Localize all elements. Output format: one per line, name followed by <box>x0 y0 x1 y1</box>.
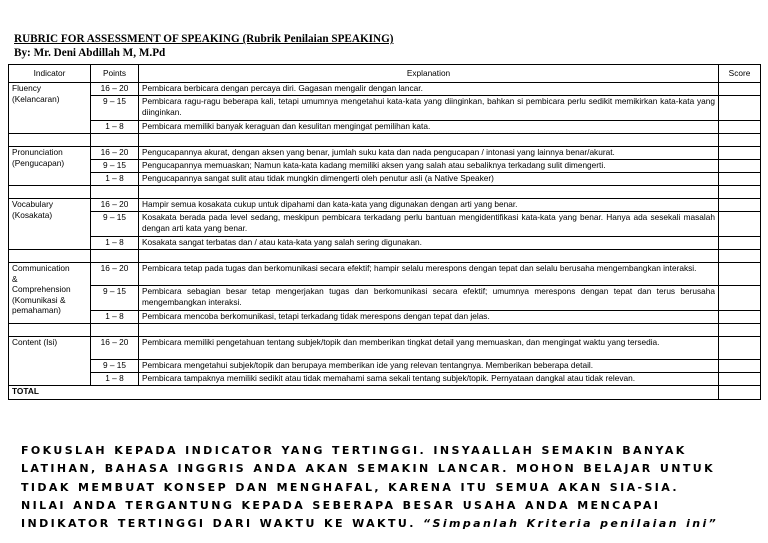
spacer-cell <box>719 134 761 147</box>
indicator-label: (Pengucapan) <box>12 157 65 168</box>
spacer-row <box>9 134 761 147</box>
points-cell: 1 – 8 <box>91 173 139 186</box>
document-title: RUBRIC FOR ASSESSMENT OF SPEAKING (Rubrik Penilaian SPEAKING) <box>14 33 394 45</box>
table-row <box>9 286 761 311</box>
footer-text: FOKUSLAH KEPADA INDICATOR YANG TERTINGGI. INSYAALLAH SEMAKIN BANYAK LATIHAN, BAHASA INGGRIS ANDA AKAN SEMAKIN LANCAR. MOHON BELAJAR UNTUK TIDAK MEMBUAT KONSEP DAN MENGHAFAL, KARENA ITU SEMUA AKAN SIA-SIA. NILAI ANDA TERGANTUNG KEPADA SEBERAPA BESAR USAHA ANDA MENCAPAI INDIKATOR TERTINGGI DARI WAKTU KE WAKTU. <box>21 444 715 531</box>
explanation-cell: Pembicara memiliki pengetahuan tentang subjek/topik dan memberikan tingkat detail yang memuaskan, dan mengingat waktu yang tersedia. <box>139 337 719 360</box>
points-cell: 1 – 8 <box>91 311 139 324</box>
indicator-label: (Kosakata) <box>12 209 53 220</box>
score-cell[interactable] <box>719 199 761 212</box>
points-cell: 1 – 8 <box>91 373 139 386</box>
spacer-row <box>9 324 761 337</box>
header-points: Points <box>91 65 139 83</box>
spacer-cell <box>9 186 91 199</box>
spacer-cell <box>139 186 719 199</box>
explanation-cell: Pengucapannya memuaskan; Namun kata-kata kadang memiliki aksen yang salah atau sebaliknya terkadang sulit dimengerti. <box>139 160 719 173</box>
score-cell[interactable] <box>719 83 761 96</box>
table-row <box>9 160 761 173</box>
score-cell[interactable] <box>719 212 761 237</box>
table-row <box>9 83 761 96</box>
table-row <box>9 263 761 286</box>
spacer-cell <box>719 186 761 199</box>
spacer-cell <box>139 134 719 147</box>
spacer-cell <box>9 134 91 147</box>
indicator-cell <box>9 337 91 386</box>
points-cell: 16 – 20 <box>91 83 139 96</box>
spacer-cell <box>719 324 761 337</box>
score-cell[interactable] <box>719 147 761 160</box>
indicator-cell <box>9 83 91 134</box>
explanation-cell: Pembicara tetap pada tugas dan berkomunikasi secara efektif; hampir selalu merespons dengan tepat dan selalu berusaha mengembangkan interaksi. <box>139 263 719 286</box>
points-cell: 1 – 8 <box>91 121 139 134</box>
table-row <box>9 147 761 160</box>
points-cell: 9 – 15 <box>91 360 139 373</box>
indicator-label: Vocabulary <box>12 199 54 209</box>
table-row <box>9 212 761 237</box>
spacer-cell <box>9 324 91 337</box>
indicator-label: (Kelancaran) <box>12 93 60 104</box>
total-score-cell[interactable] <box>719 386 761 400</box>
spacer-cell <box>139 250 719 263</box>
points-cell: 16 – 20 <box>91 337 139 360</box>
indicator-cell <box>9 263 91 324</box>
explanation-cell: Pembicara berbicara dengan percaya diri. Gagasan mengalir dengan lancar. <box>139 83 719 96</box>
points-cell: 16 – 20 <box>91 263 139 286</box>
spacer-cell <box>719 250 761 263</box>
score-cell[interactable] <box>719 160 761 173</box>
spacer-row <box>9 186 761 199</box>
indicator-cell <box>9 147 91 186</box>
explanation-cell: Pembicara mengetahui subjek/topik dan berupaya memberikan ide yang relevan tentangnya. Memberikan beberapa detail. <box>139 360 719 373</box>
points-cell: 9 – 15 <box>91 96 139 121</box>
indicator-label: Communication <box>12 263 70 273</box>
table-row <box>9 373 761 386</box>
spacer-cell <box>91 324 139 337</box>
points-cell: 16 – 20 <box>91 199 139 212</box>
indicator-label: Fluency <box>12 83 42 93</box>
table-row <box>9 121 761 134</box>
explanation-cell: Kosakata berada pada level sedang, meskipun pembicara terkadang perlu bantuan mengidentifikasi kata-kata yang benar. Hanya ada sesekali masalah dengan arti kata yang benar. <box>139 212 719 237</box>
indicator-label: pemahaman) <box>12 305 61 316</box>
indicator-label: Comprehension <box>12 284 71 295</box>
explanation-cell: Pembicara ragu-ragu beberapa kali, tetapi umumnya mengetahui kata-kata yang diinginkan, bahkan si pembicara perlu sedikit memikirkan kata-kata yang diinginkan. <box>139 96 719 121</box>
score-cell[interactable] <box>719 373 761 386</box>
indicator-label: Pronunciation <box>12 147 63 157</box>
explanation-cell: Pembicara sebagian besar tetap mengerjakan tugas dan berkomunikasi secara efektif; umumnya merespons dengan tepat dan terus berusaha mengembangkan interaksi. <box>139 286 719 311</box>
score-cell[interactable] <box>719 311 761 324</box>
table-row <box>9 337 761 360</box>
author-line: By: Mr. Deni Abdillah M, M.Pd <box>14 47 166 59</box>
points-cell: 16 – 20 <box>91 147 139 160</box>
total-label: TOTAL <box>9 386 719 400</box>
score-cell[interactable] <box>719 286 761 311</box>
indicator-cell <box>9 199 91 250</box>
table-row <box>9 311 761 324</box>
table-header-row <box>9 65 761 83</box>
spacer-cell <box>139 324 719 337</box>
explanation-cell: Kosakata sangat terbatas dan / atau kata-kata yang salah sering digunakan. <box>139 237 719 250</box>
score-cell[interactable] <box>719 360 761 373</box>
rubric-table <box>8 64 761 400</box>
table-row <box>9 360 761 373</box>
table-row <box>9 173 761 186</box>
spacer-row <box>9 250 761 263</box>
total-row <box>9 386 761 400</box>
explanation-cell: Pengucapannya akurat, dengan aksen yang benar, jumlah suku kata dan nada pengucapan / intonasi yang lainnya benar/akurat. <box>139 147 719 160</box>
points-cell: 9 – 15 <box>91 286 139 311</box>
header-score: Score <box>719 65 761 83</box>
table-row <box>9 96 761 121</box>
explanation-cell: Pembicara mencoba berkomunikasi, tetapi terkadang tidak merespons dengan tepat dan jelas. <box>139 311 719 324</box>
score-cell[interactable] <box>719 173 761 186</box>
points-cell: 9 – 15 <box>91 212 139 237</box>
indicator-label: (Komunikasi & <box>12 294 66 305</box>
footer-quote: “Simpanlah Kriteria penilaian ini” <box>423 517 719 531</box>
table-row <box>9 237 761 250</box>
table-row <box>9 199 761 212</box>
explanation-cell: Hampir semua kosakata cukup untuk dipahami dan kata-kata yang digunakan dengan arti yang benar. <box>139 199 719 212</box>
spacer-cell <box>9 250 91 263</box>
score-cell[interactable] <box>719 263 761 286</box>
score-cell[interactable] <box>719 96 761 121</box>
explanation-cell: Pembicara tampaknya memiliki sedikit atau tidak memahami sama sekali tentang subjek/topik. Pernyataan dangkal atau tidak relevan. <box>139 373 719 386</box>
indicator-label: Content (Isi) <box>12 337 58 347</box>
header-indicator: Indicator <box>9 65 91 83</box>
indicator-label: & <box>12 273 18 284</box>
score-cell[interactable] <box>719 237 761 250</box>
spacer-cell <box>91 250 139 263</box>
explanation-cell: Pembicara memiliki banyak keraguan dan kesulitan mengingat pemilihan kata. <box>139 121 719 134</box>
footer-note <box>21 442 731 533</box>
spacer-cell <box>91 134 139 147</box>
spacer-cell <box>91 186 139 199</box>
explanation-cell: Pengucapannya sangat sulit atau tidak mungkin dimengerti oleh penutur asli (a Native Speaker) <box>139 173 719 186</box>
rubric-body <box>9 83 761 400</box>
score-cell[interactable] <box>719 121 761 134</box>
points-cell: 9 – 15 <box>91 160 139 173</box>
points-cell: 1 – 8 <box>91 237 139 250</box>
score-cell[interactable] <box>719 337 761 360</box>
header-explanation: Explanation <box>139 65 719 83</box>
